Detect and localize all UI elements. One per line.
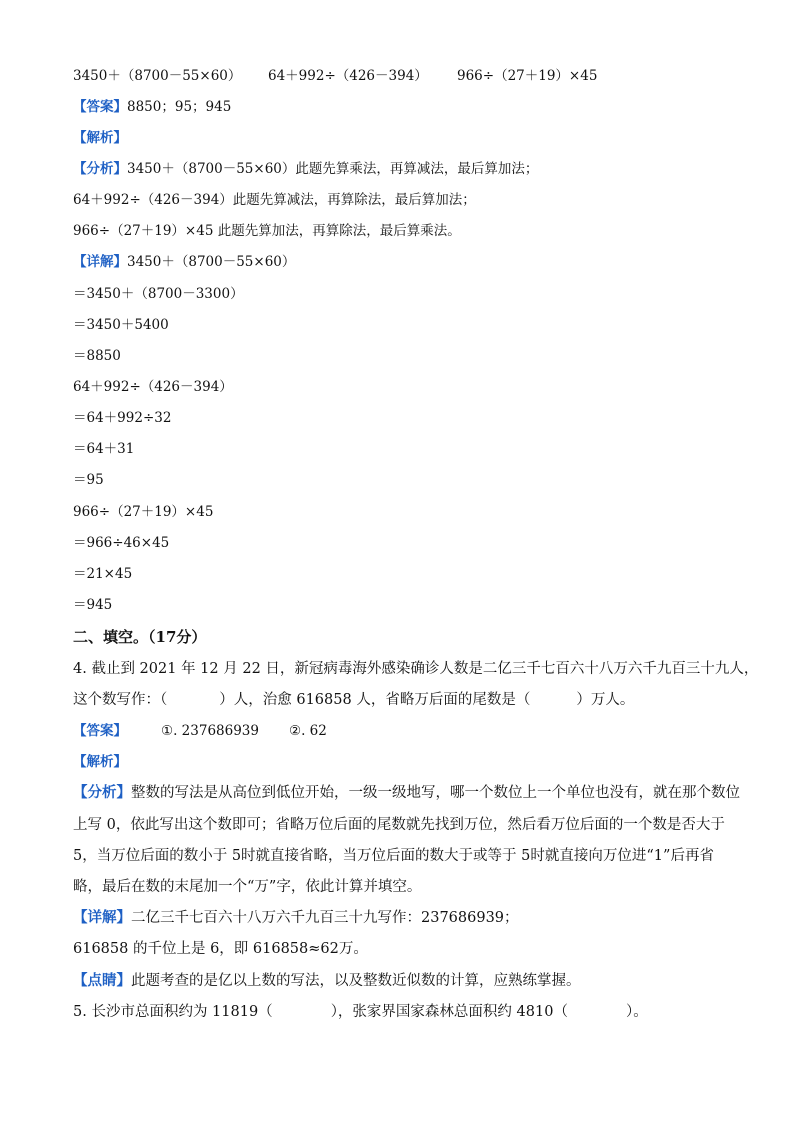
q4-stem-line-2 bbox=[73, 690, 634, 710]
q5-part-1: 5. 长沙市总面积约为 11819（ bbox=[73, 1004, 273, 1020]
q4-fenxi-2: 上写 0，依此写出这个数即可；省略万位后面的尾数就先找到万位，然后看万位后面的一个数是否大于 bbox=[73, 817, 725, 833]
q3-expr-1: 3450＋（8700－55×60） bbox=[73, 68, 242, 84]
detail-tag: 【详解】 bbox=[73, 254, 127, 270]
q3-analysis-tag bbox=[73, 128, 127, 148]
q3-detail-line: ＝64＋992÷32 bbox=[73, 410, 172, 426]
q4-stem-part-a: 这个数写作：（ bbox=[73, 692, 168, 708]
q5-part-2: ），张家界国家森林总面积约 4810（ bbox=[330, 1004, 568, 1020]
q3-answer bbox=[73, 97, 231, 117]
analysis-tag: 【解析】 bbox=[73, 130, 127, 146]
q3-detail-line: ＝8850 bbox=[73, 348, 121, 364]
q3-expr-2: 64＋992÷（426－394） bbox=[268, 68, 428, 84]
q3-fenxi-1 bbox=[73, 159, 538, 179]
q5-stem bbox=[73, 1002, 648, 1022]
q5-part-3: ）。 bbox=[625, 1004, 648, 1020]
q4-detail-2: 616858 的千位上是 6，即 616858≈62万。 bbox=[73, 941, 368, 957]
q4-stem-part-b: ）人，治愈 616858 人，省略万后面的尾数是（ bbox=[219, 692, 531, 708]
q4-detail-1 bbox=[73, 908, 519, 928]
q3-expr-3: 966÷（27＋19）×45 bbox=[457, 68, 598, 84]
q3-fenxi-2: 64＋992÷（426－394）此题先算减法，再算除法，最后算加法； bbox=[73, 192, 476, 208]
q4-stem-line-1: 4. 截止到 2021 年 12 月 22 日，新冠病毒海外感染确诊人数是二亿三千七百六十八万六千九百三十九人， bbox=[73, 661, 759, 677]
q3-detail-line: ＝95 bbox=[73, 472, 104, 488]
answer-text: 8850；95；945 bbox=[127, 99, 232, 115]
q4-fenxi-3: 5，当万位后面的数小于 5时就直接省略，当万位后面的数大于或等于 5时就直接向万位进“1”后再省 bbox=[73, 848, 714, 864]
q3-fenxi-3: 966÷（27＋19）×45 此题先算加法，再算除法，最后算乘法。 bbox=[73, 223, 461, 239]
q3-detail-line: ＝64＋31 bbox=[73, 441, 135, 457]
q4-stem-part-c: ）万人。 bbox=[576, 692, 635, 708]
answer-item-1: ①. 237686939 bbox=[161, 723, 259, 739]
q3-detail-line: 64＋992÷（426－394） bbox=[73, 379, 233, 395]
dianjing-text: 此题考查的是亿以上数的写法，以及整数近似数的计算，应熟练掌握。 bbox=[131, 973, 581, 989]
answer-tag: 【答案】 bbox=[73, 723, 127, 739]
q3-detail-line: ＝21×45 bbox=[73, 566, 133, 582]
fenxi-text: 3450＋（8700－55×60）此题先算乘法，再算减法，最后算加法； bbox=[127, 161, 539, 177]
fenxi-tag: 【分析】 bbox=[73, 161, 127, 177]
answer-tag: 【答案】 bbox=[73, 99, 127, 115]
q4-fenxi-4: 略，最后在数的末尾加一个“万”字，依此计算并填空。 bbox=[73, 879, 422, 895]
analysis-tag: 【解析】 bbox=[73, 754, 127, 770]
detail-text: 二亿三千七百六十八万六千九百三十九写作：237686939； bbox=[131, 910, 519, 926]
detail-tag: 【详解】 bbox=[73, 909, 131, 926]
answer-item-2: ②. 62 bbox=[289, 723, 327, 739]
detail-text: 3450＋（8700－55×60） bbox=[127, 254, 296, 270]
q3-detail-line: ＝3450＋5400 bbox=[73, 317, 169, 333]
fenxi-tag: 【分析】 bbox=[73, 784, 131, 801]
q3-detail-line: ＝3450＋（8700－3300） bbox=[73, 286, 244, 302]
q3-detail-line: ＝966÷46×45 bbox=[73, 535, 170, 551]
dianjing-tag: 【点睛】 bbox=[73, 972, 131, 989]
q4-fenxi-1 bbox=[73, 783, 740, 803]
q3-detail-line bbox=[73, 252, 295, 272]
q4-dianjing bbox=[73, 971, 581, 991]
fenxi-text: 整数的写法是从高位到低位开始，一级一级地写，哪一个数位上一个单位也没有，就在那个数位 bbox=[131, 785, 740, 801]
q3-detail-line: 966÷（27＋19）×45 bbox=[73, 504, 214, 520]
section-heading: 二、填空。（17分） bbox=[73, 628, 207, 646]
q3-detail-line: ＝945 bbox=[73, 597, 113, 613]
q4-answer bbox=[73, 721, 327, 741]
q4-analysis-tag bbox=[73, 752, 127, 772]
